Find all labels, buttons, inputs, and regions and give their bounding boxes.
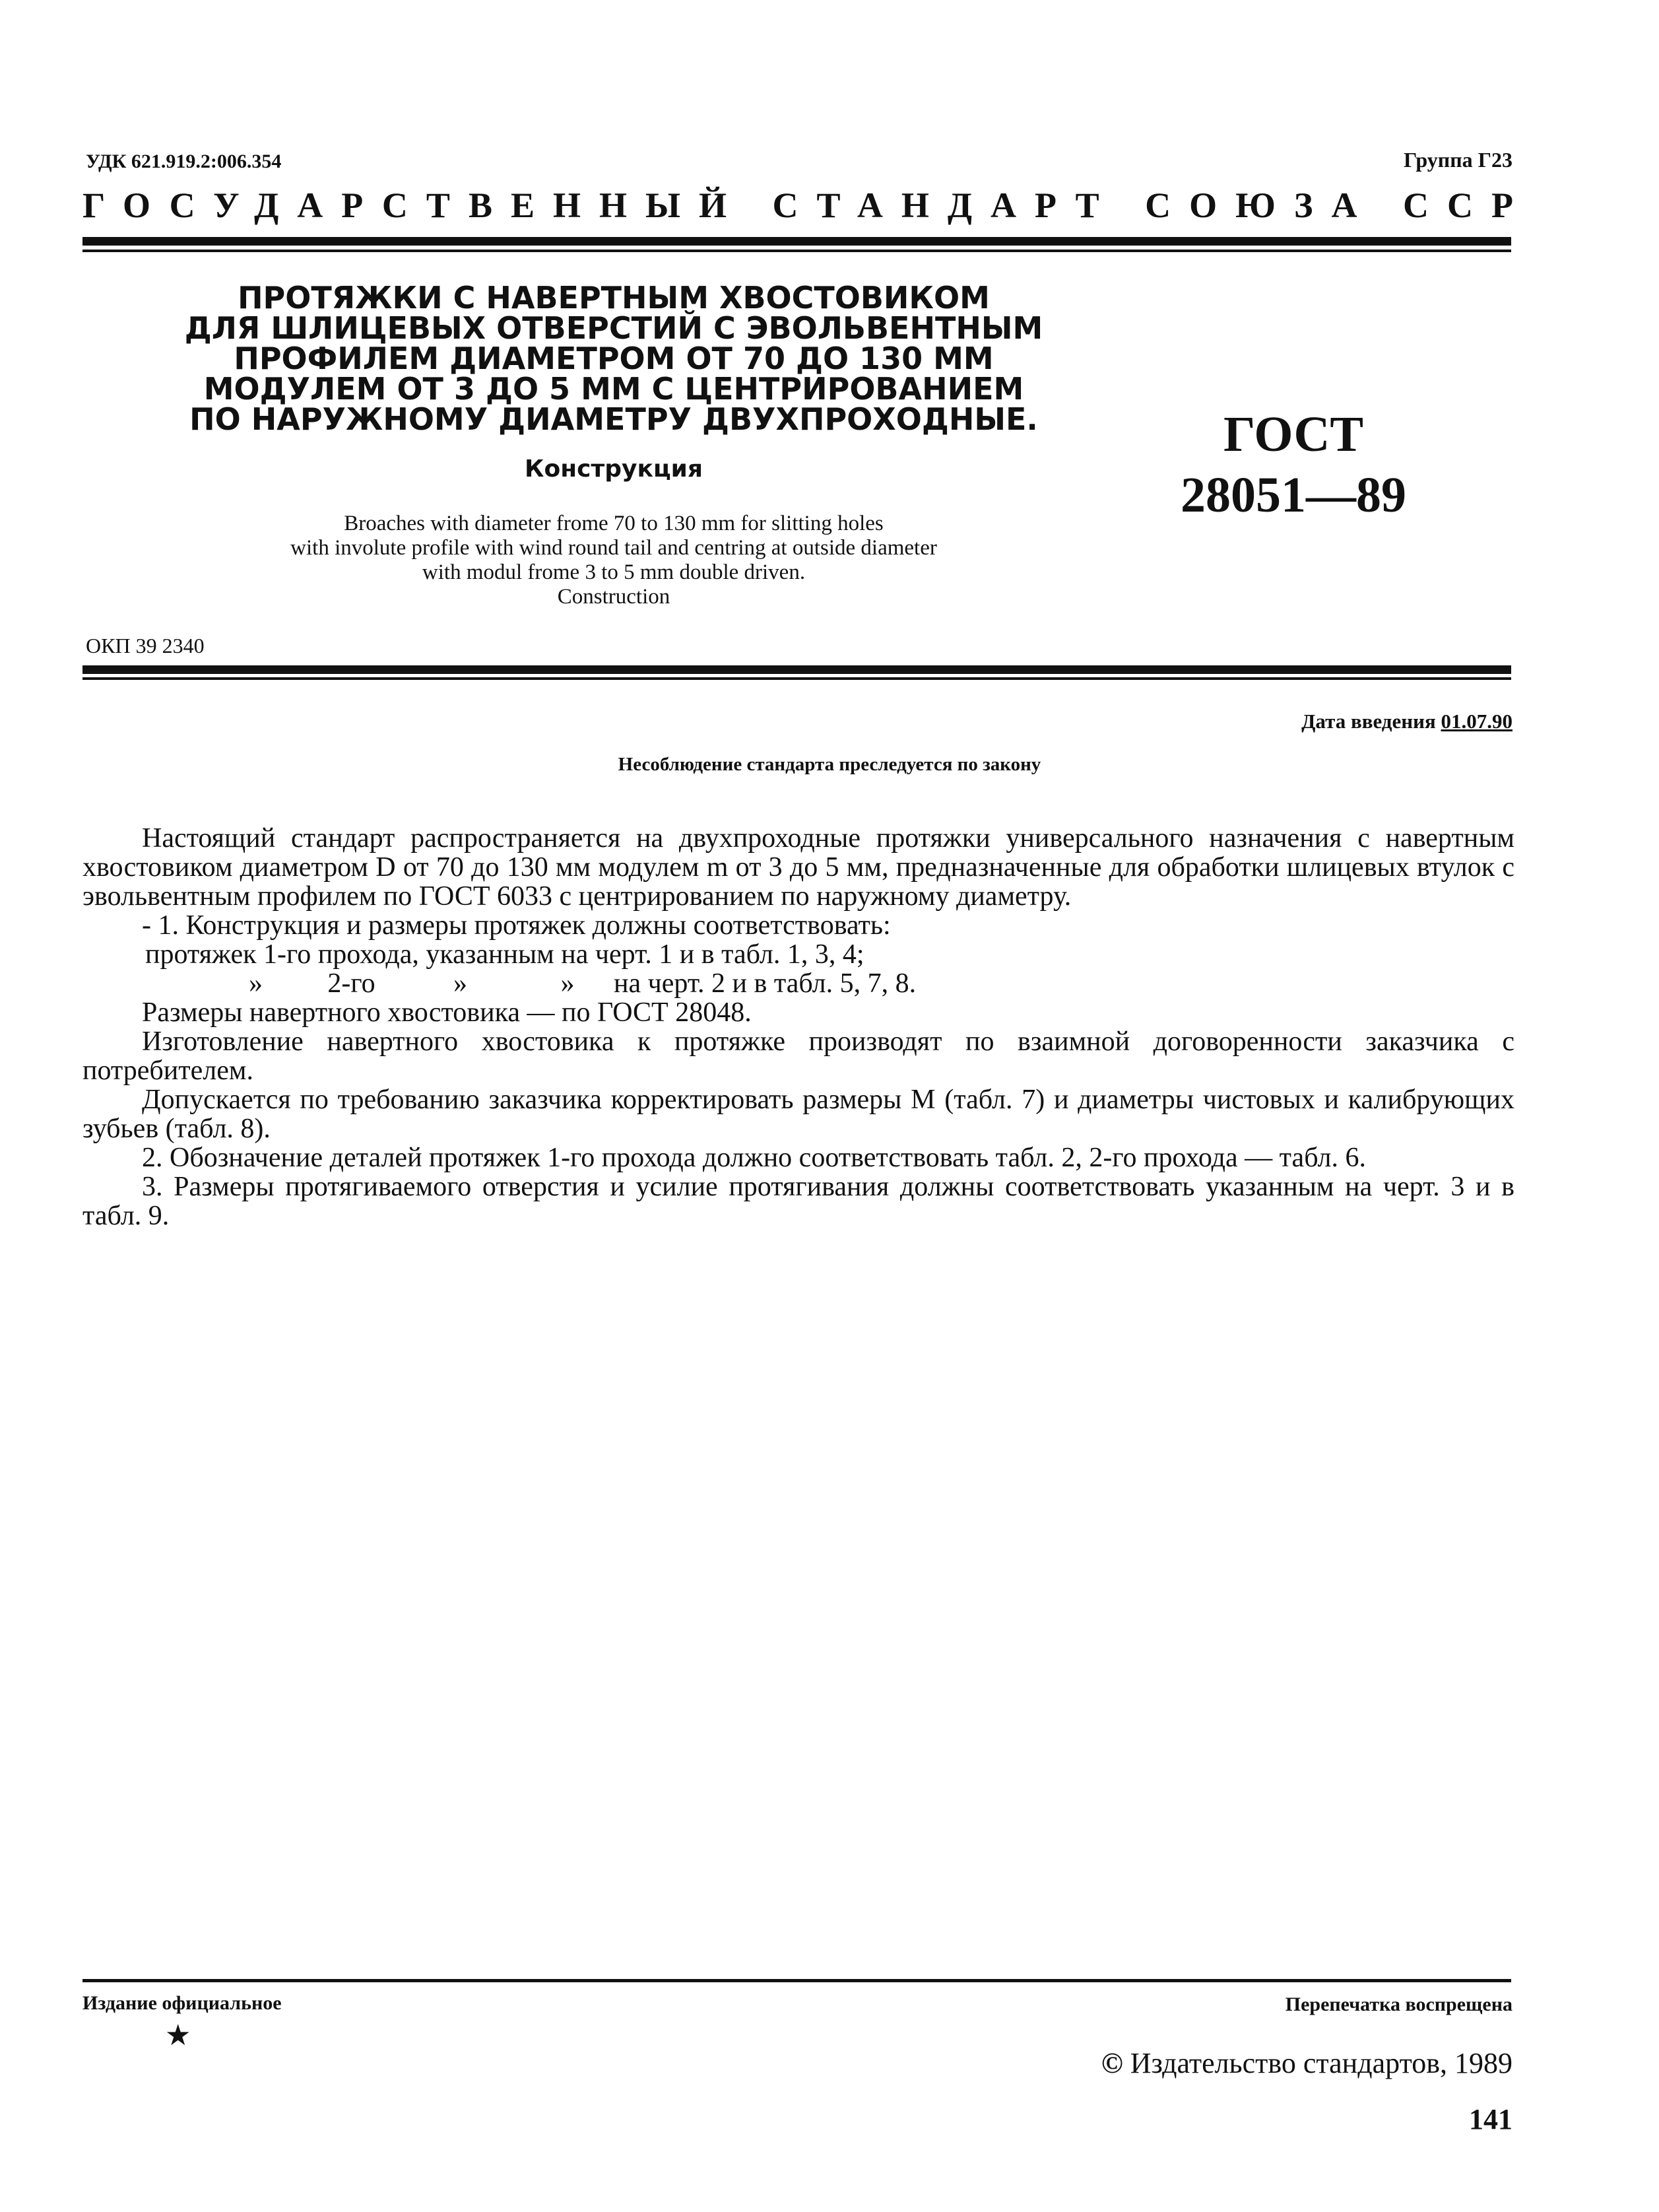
ditto-mark: » [249, 968, 263, 999]
introduction-date [1301, 710, 1513, 733]
document-subtitle: Конструкция [525, 455, 703, 483]
gost-number: 28051—89 [1181, 467, 1406, 523]
clause-1-heading: - 1. Конструкция и размеры протяжек должны соответствовать: [142, 910, 891, 941]
intro-paragraph: Настоящий стандарт распространяется на двухпроходные протяжки универсального назначения с навертным хвостовиком диаметром D от 70 до 130 мм модулем m от 3 до 5 мм, предназначенные для обработки шлицевых втулок с эвольвентным профилем по ГОСТ 6033 с центрированием по наружному диаметру. [82, 823, 1514, 912]
group-code: Группа Г23 [1404, 148, 1513, 172]
header-rule-thick [82, 237, 1511, 246]
english-title-line: Broaches with diameter frome 70 to 130 mm for slitting holes [344, 512, 884, 535]
clause-1-line-1: протяжек 1-го прохода, указанным на черт. 1 и в табл. 1, 3, 4; [145, 939, 864, 970]
header-rule-thin [82, 250, 1511, 252]
copyright-line [1101, 2046, 1513, 2080]
page-number: 141 [1469, 2103, 1513, 2135]
ditto-mark: » [560, 968, 575, 999]
clause-1-line-2 [145, 969, 1514, 998]
legal-notice: Несоблюдение стандарта преследуется по закону [618, 754, 1041, 775]
publisher-name: Издательство стандартов, 1989 [1130, 2047, 1513, 2079]
english-title-line: with involute profile with wind round tail and centring at outside diameter [290, 536, 937, 560]
clause-3-paragraph: 3. Размеры протягиваемого отверстия и усилие протягивания должны соответствовать указанным на черт. 3 и в табл. 9. [82, 1172, 1514, 1231]
document-title [119, 280, 1109, 437]
title-line: ПО НАРУЖНОМУ ДИАМЕТРУ ДВУХПРОХОДНЫЕ. [189, 401, 1038, 437]
copyright-icon: © [1101, 2047, 1123, 2079]
english-title [119, 512, 1109, 609]
reprint-prohibited: Перепечатка воспрещена [1285, 1994, 1513, 2015]
middle-rule-thick [82, 665, 1511, 674]
pass-label: 2-го [327, 968, 375, 999]
gost-label: ГОСТ [1223, 407, 1364, 462]
ditto-mark: » [453, 968, 467, 999]
star-icon: ★ [165, 2019, 191, 2052]
state-standard-heading: ГОСУДАРСТВЕННЫЙ СТАНДАРТ СОЮЗА ССР [82, 185, 1532, 225]
clause-2-paragraph: 2. Обозначение деталей протяжек 1-го прохода должно соответствовать табл. 2, 2-го прохода — табл. 6. [142, 1143, 1366, 1173]
title-line: ПРОФИЛЕМ ДИАМЕТРОМ ОТ 70 ДО 130 ММ [234, 341, 994, 376]
footer-rule [82, 1979, 1511, 1982]
udk-code: УДК 621.919.2:006.354 [86, 151, 282, 172]
manufacture-paragraph: Изготовление навертного хвостовика к протяжке производят по взаимной договоренности заказчика с потребителем. [82, 1026, 1514, 1086]
title-line: ПРОТЯЖКИ С НАВЕРТНЫМ ХВОСТОВИКОМ [238, 280, 990, 316]
title-line: МОДУЛЕМ ОТ 3 ДО 5 ММ С ЦЕНТРИРОВАНИЕМ [203, 371, 1024, 407]
introduction-date-label: Дата введения [1301, 710, 1436, 733]
title-line: ДЛЯ ШЛИЦЕВЫХ ОТВЕРСТИЙ С ЭВОЛЬВЕНТНЫМ [184, 310, 1043, 346]
tail-sizes-paragraph: Размеры навертного хвостовика — по ГОСТ 28048. [142, 997, 752, 1028]
document-body [82, 824, 1514, 1230]
correction-paragraph: Допускается по требованию заказчика корректировать размеры M (табл. 7) и диаметры чистовых и калибрующих зубьев (табл. 8). [82, 1085, 1514, 1144]
middle-rule-thin [82, 677, 1511, 680]
introduction-date-value: 01.07.90 [1441, 710, 1513, 733]
okp-code: ОКП 39 2340 [86, 634, 205, 657]
english-title-line: Construction [557, 585, 670, 609]
clause-1-list [82, 940, 1514, 998]
clause-1-line-2-rest: на черт. 2 и в табл. 5, 7, 8. [614, 968, 917, 999]
english-title-line: with modul frome 3 to 5 mm double driven. [422, 560, 806, 584]
official-edition: Издание официальное [82, 1992, 282, 2014]
gost-designation [1122, 404, 1465, 525]
